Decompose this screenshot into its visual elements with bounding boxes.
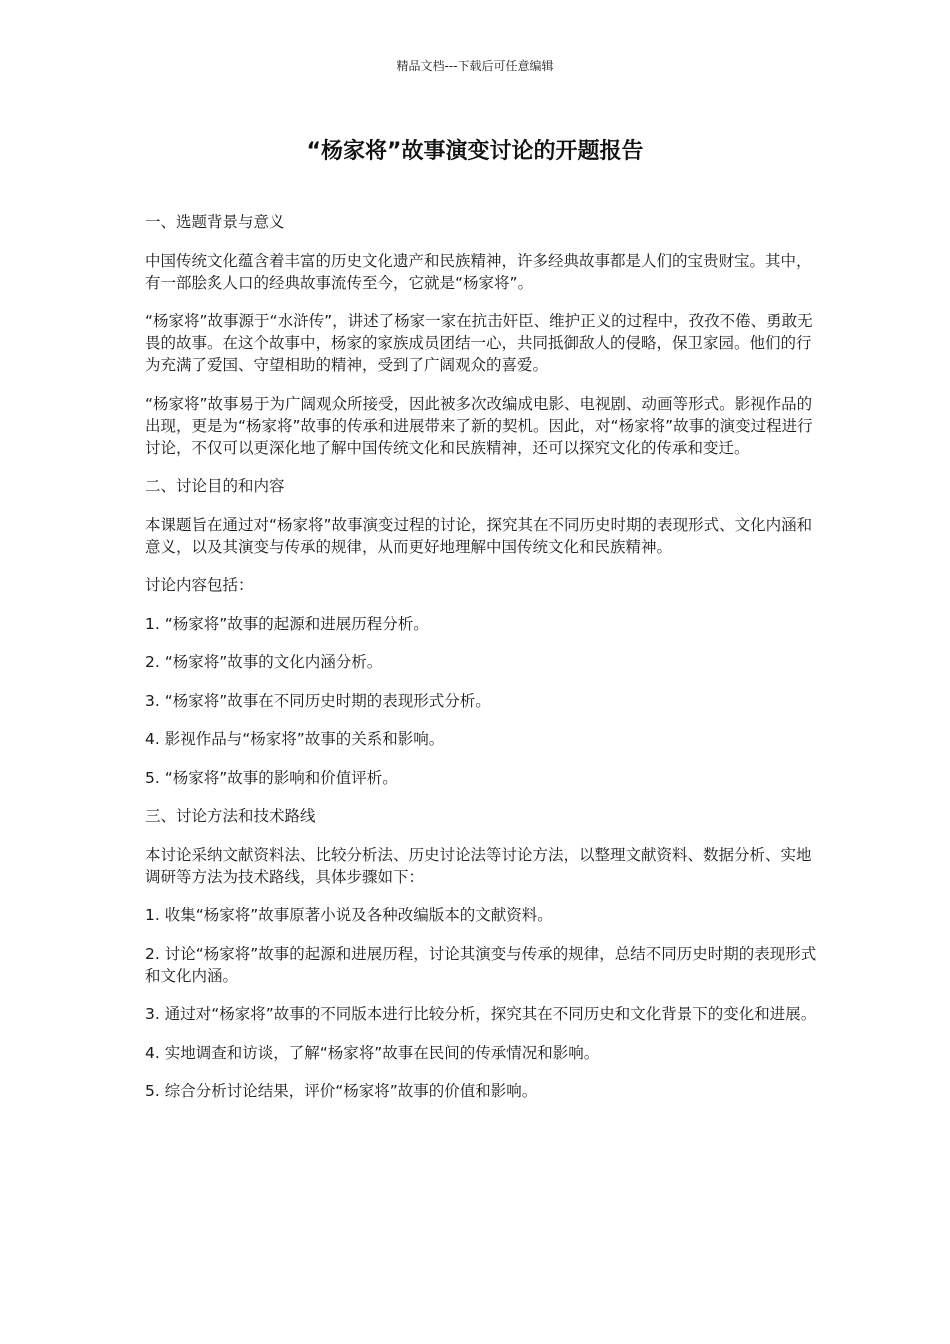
paragraph-adaptations: “杨家将”故事易于为广阔观众所接受，因此被多次改编成电影、电视剧、动画等形式。影视作品的出现，更是为“杨家将”故事的传承和进展带来了新的契机。因此，对“杨家将”故事的演变过程进行讨论，不仅可以更深化地了解中国传统文化和民族精神，还可以探究文化的传承和变迁。 <box>145 394 813 457</box>
section-heading-methods: 三、讨论方法和技术路线 <box>145 807 316 825</box>
list-item-step-5: 5. 综合分析讨论结果，评价“杨家将”故事的价值和影响。 <box>145 1082 538 1100</box>
paragraph-intro: 中国传统文化蕴含着丰富的历史文化遗产和民族精神，许多经典故事都是人们的宝贵财宝。其中，有一部脍炙人口的经典故事流传至今，它就是“杨家将”。 <box>145 251 812 292</box>
paragraph-content-intro: 讨论内容包括： <box>145 576 254 594</box>
list-item-content-4: 4. 影视作品与“杨家将”故事的关系和影响。 <box>145 730 445 748</box>
list-item-content-5: 5. “杨家将”故事的影响和价值评析。 <box>145 768 398 787</box>
paragraph-purpose: 本课题旨在通过对“杨家将”故事演变过程的讨论，探究其在不同历史时期的表现形式、文化内涵和意义，以及其演变与传承的规律，从而更好地理解中国传统文化和民族精神。 <box>145 515 813 556</box>
section-heading-purpose: 二、讨论目的和内容 <box>145 477 285 495</box>
list-item-step-3: 3. 通过对“杨家将”故事的不同版本进行比较分析，探究其在不同历史和文化背景下的变化和进展。 <box>145 1005 817 1023</box>
list-item-step-4: 4. 实地调查和访谈，了解“杨家将”故事在民间的传承情况和影响。 <box>145 1043 600 1062</box>
document-body <box>145 211 817 1119</box>
document-title: “杨家将”故事演变讨论的开题报告 <box>306 139 644 164</box>
page-header: 精品文档---下载后可任意编辑 <box>396 59 554 73</box>
section-heading-background: 一、选题背景与意义 <box>145 213 285 231</box>
paragraph-methods: 本讨论采纳文献资料法、比较分析法、历史讨论法等讨论方法，以整理文献资料、数据分析、实地调研等方法为技术路线，具体步骤如下： <box>145 845 812 886</box>
list-item-content-3: 3. “杨家将”故事在不同历史时期的表现形式分析。 <box>145 691 491 710</box>
paragraph-story-origin: “杨家将”故事源于“水浒传”，讲述了杨家一家在抗击奸臣、维护正义的过程中，孜孜不倦、勇敢无畏的故事。在这个故事中，杨家的家族成员团结一心，共同抵御敌人的侵略，保卫家园。他们的行为充满了爱国、守望相助的精神，受到了广阔观众的喜爱。 <box>145 312 813 374</box>
list-item-content-1: 1. “杨家将”故事的起源和进展历程分析。 <box>145 614 429 633</box>
list-item-step-2: 2. 讨论“杨家将”故事的起源和进展历程，讨论其演变与传承的规律，总结不同历史时期的表现形式和文化内涵。 <box>145 944 817 985</box>
list-item-content-2: 2. “杨家将”故事的文化内涵分析。 <box>145 653 383 671</box>
list-item-step-1: 1. 收集“杨家将”故事原著小说及各种改编版本的文献资料。 <box>145 906 553 924</box>
